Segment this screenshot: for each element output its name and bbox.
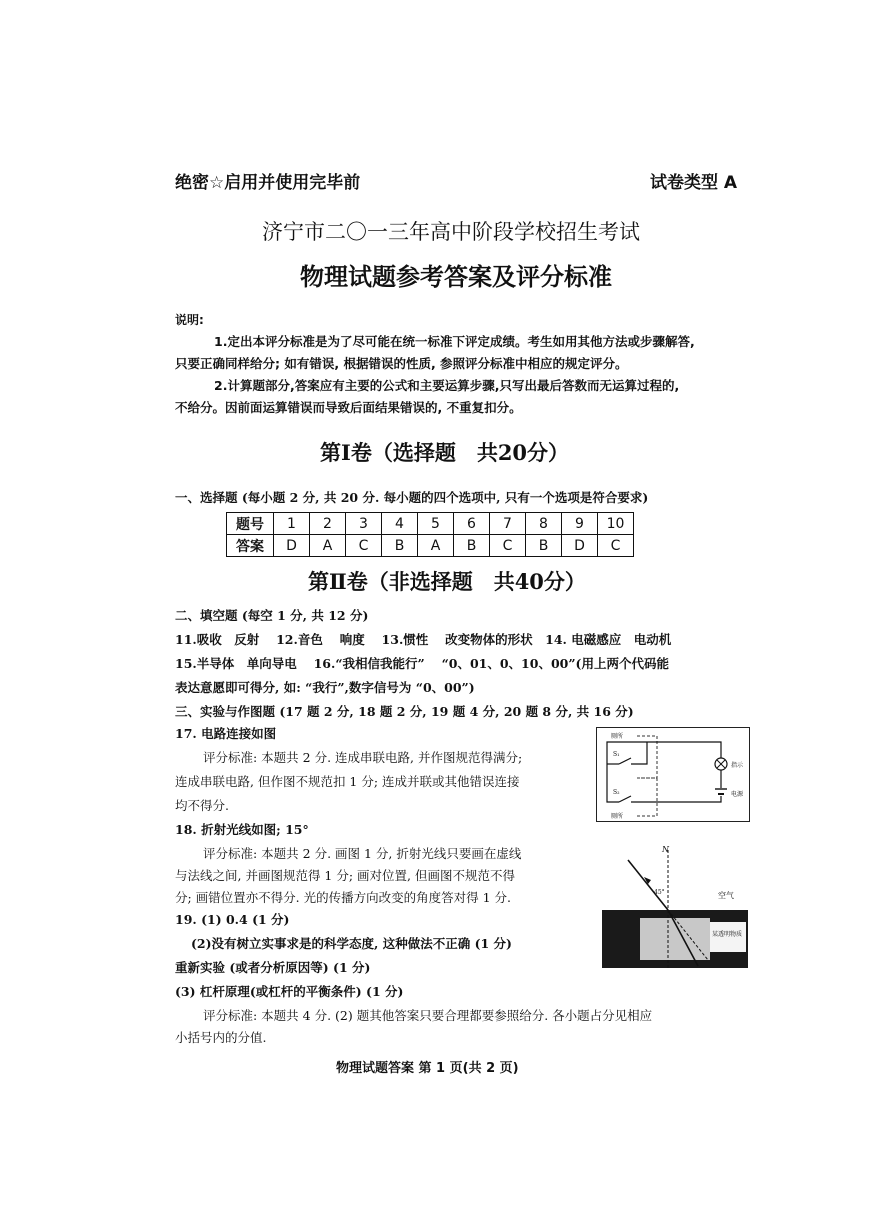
table-cell: A [418,535,454,557]
label-normal: N [662,845,669,854]
confidential-label: 绝密☆启用并使用完毕前 [175,173,361,193]
fill-answers-line-3: 表达意愿即可得分, 如: “我行”,数字信号为 “0、00”) [175,680,475,695]
note-1-line-1: 1.定出本评分标准是为了尽可能在统一标准下评定成绩。考生如用其他方法或步骤解答, [214,334,695,349]
q18-criteria-1: 评分标准: 本题共 2 分. 画图 1 分, 折射光线只要画在虚线 [203,846,522,861]
table-cell: D [274,535,310,557]
label-room-1: 厕所 [611,733,624,740]
q17-criteria-1: 评分标准: 本题共 2 分. 连成串联电路, 并作图规范得满分; [203,750,523,765]
wire-s1-out [631,742,647,764]
refraction-svg [600,842,750,970]
table-cell: C [346,535,382,557]
q19-criteria-2: 小括号内的分值. [175,1030,267,1045]
table-cell: 7 [490,513,526,535]
exam-title: 济宁市二〇一三年高中阶段学校招生考试 [262,220,640,244]
part-2-title: 第Ⅱ卷（非选择题 共40分） [308,569,586,594]
choice-section-heading: 一、选择题 (每小题 2 分, 共 20 分. 每小题的四个选项中, 只有一个选项是符合要求) [175,490,649,505]
note-2-line-1: 2.计算题部分,答案应有主要的公式和主要运算步骤,只写出最后答数而无运算过程的, [214,378,680,393]
q18-answer: 18. 折射光线如图; 15° [175,822,309,837]
switch-s2 [619,796,631,802]
q19-part-2b: 重新实验 (或者分析原因等) (1 分) [175,960,371,975]
q19-part-3: (3) 杠杆原理(或杠杆的平衡条件) (1 分) [175,984,404,999]
circuit-svg [597,728,749,821]
q17-criteria-2: 连成串联电路, 但作图不规范扣 1 分; 连成并联或其他错误连接 [175,774,520,789]
incident-ray [628,860,668,910]
switch-s1 [619,758,631,764]
document-title: 物理试题参考答案及评分标准 [300,263,612,291]
paper-type-label: 试卷类型 A [650,173,738,193]
table-cell: B [526,535,562,557]
wire-left [607,764,619,802]
label-air: 空气 [718,891,734,900]
table-cell: 2 [310,513,346,535]
q19-part-2a: (2)没有树立实事求是的科学态度, 这种做法不正确 (1 分) [191,936,512,951]
fill-answers-line-2: 15.半导体 单向导电 16.“我相信我能行” “0、01、0、10、00”(用上两个代码能 [175,656,669,671]
table-cell: 10 [598,513,634,535]
table-cell: D [562,535,598,557]
label-room-2: 厕所 [611,813,624,820]
notes-label: 说明: [175,313,204,327]
label-s1: S₁ [613,751,620,758]
table-row-answers [227,535,634,557]
table-cell: 4 [382,513,418,535]
wire-bottom [631,796,721,802]
q18-criteria-3: 分; 画错位置亦不得分. 光的传播方向改变的角度答对得 1 分. [175,890,512,905]
table-cell: 6 [454,513,490,535]
part-1-title: 第Ⅰ卷（选择题 共20分） [320,440,570,465]
label-lamp: 指示 [731,762,744,769]
refraction-diagram [600,842,750,970]
table-cell: 8 [526,513,562,535]
circuit-diagram [596,727,750,822]
note-1-line-2: 只要正确同样给分; 如有错误, 根据错误的性质, 参照评分标准中相应的规定评分。 [175,356,628,371]
table-cell: 5 [418,513,454,535]
table-cell: A [310,535,346,557]
label-angle: 45° [654,889,665,896]
label-battery: 电源 [731,791,744,798]
table-cell: 1 [274,513,310,535]
table-cell: 3 [346,513,382,535]
q18-criteria-2: 与法线之间, 并画图规范得 1 分; 画对位置, 但画图不规范不得 [175,868,515,883]
page-footer: 物理试题答案 第 1 页(共 2 页) [336,1061,519,1076]
fill-section-heading: 二、填空题 (每空 1 分, 共 12 分) [175,608,369,623]
note-2-line-2: 不给分。因前面运算错误而导致后面结果错误的, 不重复扣分。 [175,400,522,415]
q19-part-1: 19. (1) 0.4 (1 分) [175,912,290,927]
label-medium: 某透明物质 [712,931,743,938]
q19-criteria-1: 评分标准: 本题共 4 分. (2) 题其他答案只要合理都要参照给分. 各小题占分见相应 [203,1008,653,1023]
table-cell: B [454,535,490,557]
fill-answers-line-1: 11.吸收 反射 12.音色 响度 13.惯性 改变物体的形状 14. 电磁感应 电动机 [175,632,672,647]
table-header-answer: 答案 [227,535,274,557]
answer-table [226,512,634,557]
table-header-number: 题号 [227,513,274,535]
q17-answer: 17. 电路连接如图 [175,726,277,741]
table-row-numbers [227,513,634,535]
q17-criteria-3: 均不得分. [175,798,229,813]
table-cell: 9 [562,513,598,535]
table-cell: B [382,535,418,557]
wire-top [607,742,721,764]
table-cell: C [598,535,634,557]
label-s2: S₂ [613,789,620,796]
experiment-section-heading: 三、实验与作图题 (17 题 2 分, 18 题 2 分, 19 题 4 分, 20 题 8 分, 共 16 分) [175,704,634,719]
table-cell: C [490,535,526,557]
